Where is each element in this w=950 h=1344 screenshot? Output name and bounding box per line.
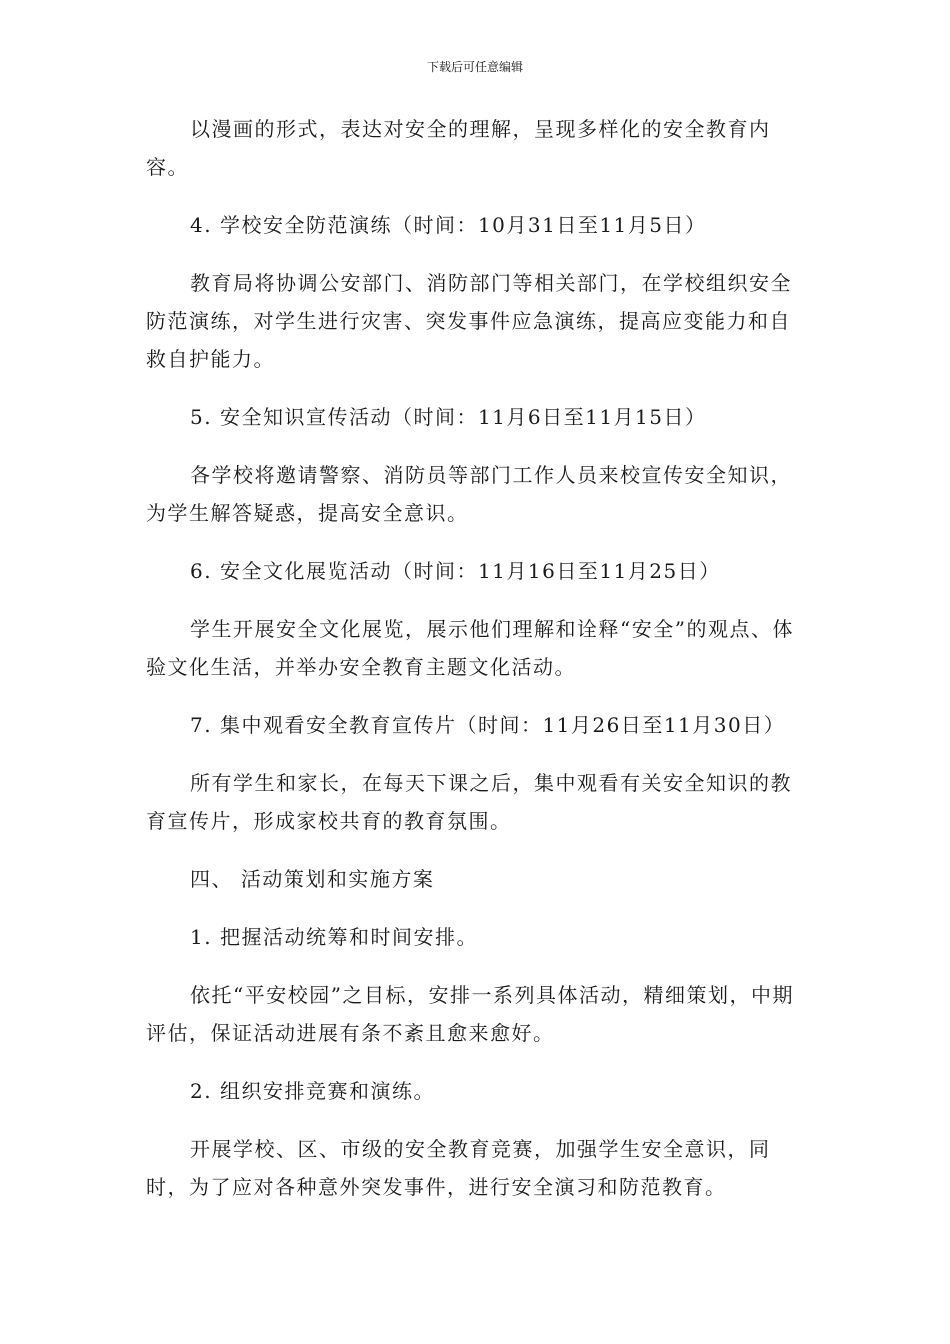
item-heading-knowledge-promotion: 5. 安全知识宣传活动（时间：11月6日至11月15日） [190, 405, 707, 429]
item-heading-watch-film: 7. 集中观看安全教育宣传片（时间：11月26日至11月30日） [190, 713, 786, 737]
paragraph-school-drill: 教育局将协调公安部门、消防部门等相关部门，在学校组织安全防范演练，对学生进行灾害、突发事件应急演练，提高应变能力和自救自护能力。 [146, 271, 792, 371]
page-header: 下载后可任意编辑 [426, 60, 523, 74]
paragraph-culture-exhibition: 学生开展安全文化展览，展示他们理解和诠释“安全”的观点、体验文化生活，并举办安全教育主题文化活动。 [146, 617, 794, 679]
section-heading-plan: 四、 活动策划和实施方案 [190, 867, 435, 891]
item-heading-culture-exhibition: 6. 安全文化展览活动（时间：11月16日至11月25日） [190, 559, 721, 583]
item-heading-scheduling: 1. 把握活动统筹和时间安排。 [190, 925, 478, 949]
paragraph-comic-safety: 以漫画的形式，表达对安全的理解，呈现多样化的安全教育内容。 [146, 117, 771, 179]
item-heading-competition: 2. 组织安排竞赛和演练。 [190, 1079, 435, 1103]
paragraph-competition: 开展学校、区、市级的安全教育竞赛，加强学生安全意识，同时，为了应对各种意外突发事件，进行安全演习和防范教育。 [146, 1137, 771, 1199]
item-heading-school-drill: 4. 学校安全防范演练（时间：10月31日至11月5日） [190, 213, 707, 237]
paragraph-scheduling: 依托“平安校园”之目标，安排一系列具体活动，精细策划，中期评估，保证活动进展有条不紊且愈来愈好。 [146, 983, 794, 1045]
document-body [146, 110, 806, 1226]
paragraph-watch-film: 所有学生和家长，在每天下课之后，集中观看有关安全知识的教育宣传片，形成家校共育的教育氛围。 [146, 771, 792, 833]
paragraph-knowledge-promotion: 各学校将邀请警察、消防员等部门工作人员来校宣传安全知识，为学生解答疑惑，提高安全意识。 [146, 463, 792, 525]
